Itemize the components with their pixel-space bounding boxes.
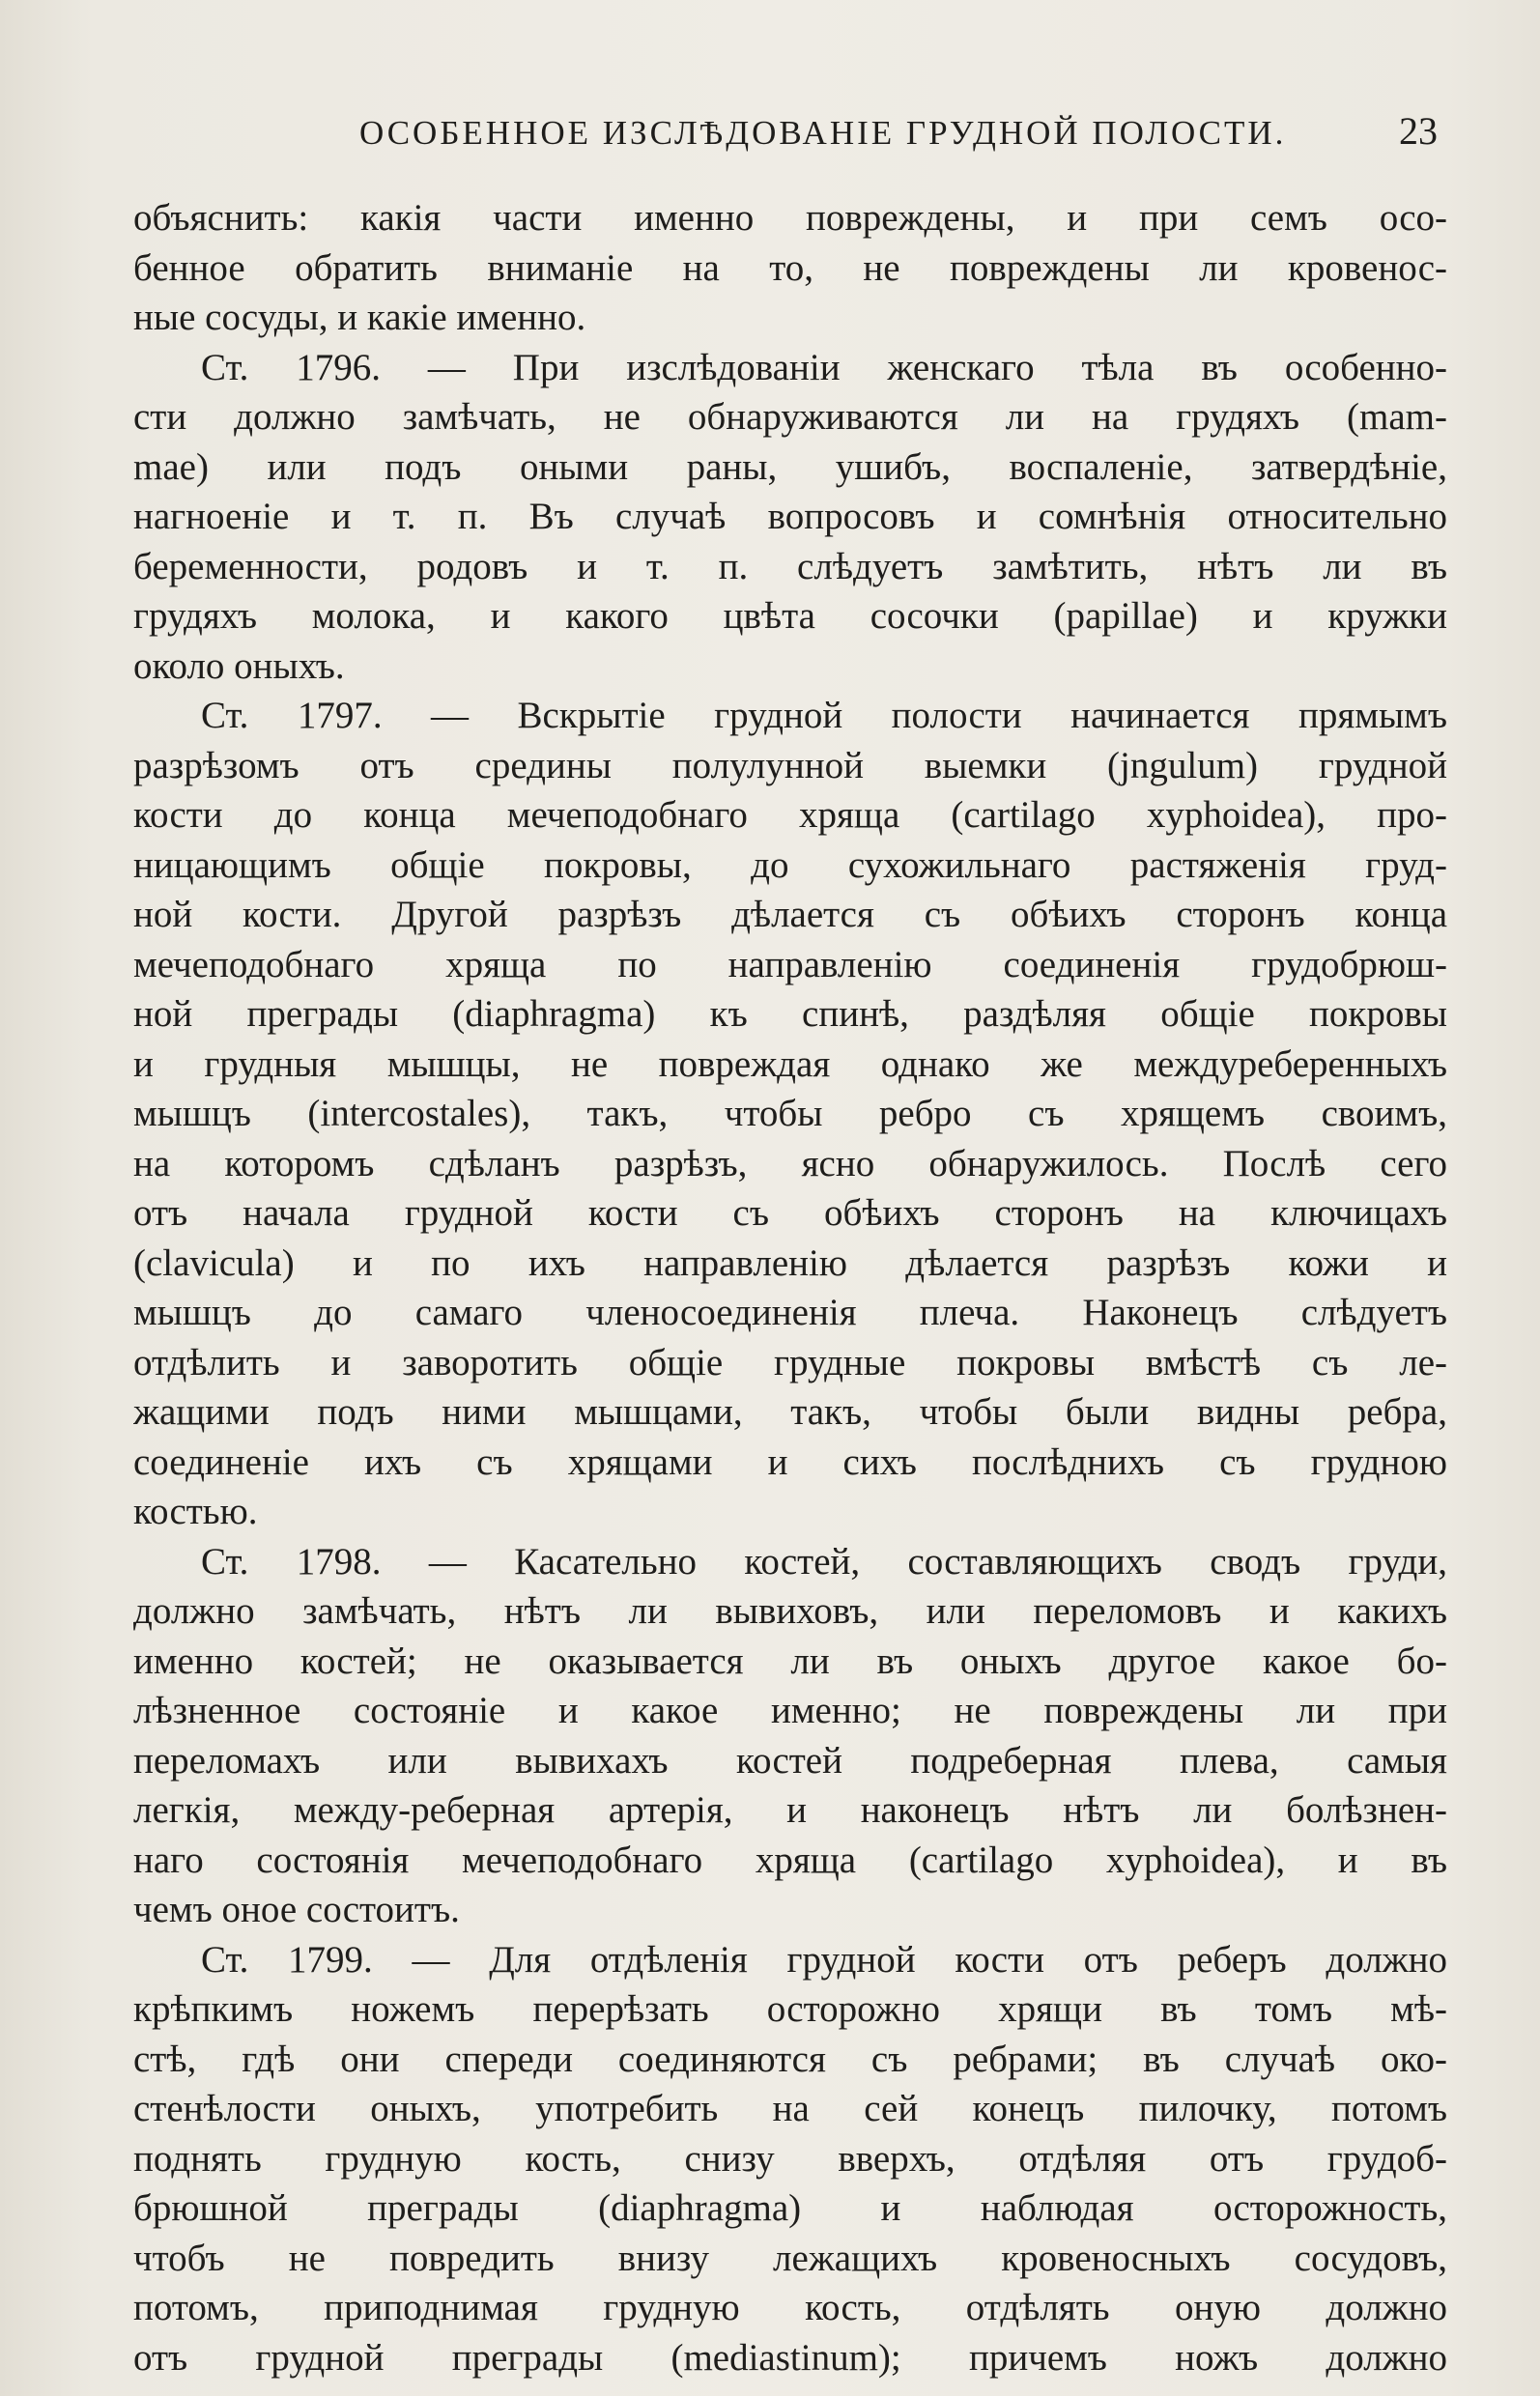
text-line: Ст. 1799. — Для отдѣленія грудной кости отъ реберъ должно [201,1938,1447,1981]
text-line: ной преграды (diaphragma) къ спинѣ, раздѣляя общіе покровы [133,993,1447,1035]
text-line: переломахъ или вывихахъ костей подреберная плева, самыя [133,1739,1447,1782]
body-text [133,193,1447,2382]
text-line: Ст. 1797. — Вскрытіе грудной полости начинается прямымъ [201,695,1447,736]
text-line: поднять грудную кость, снизу вверхъ, отдѣляя отъ грудоб- [133,2137,1447,2180]
text-line: именно костей; не оказывается ли въ оныхъ другое какое бо- [133,1640,1447,1682]
text-line: отъ грудной преграды (mediastinum); причемъ ножъ должно [133,2336,1447,2379]
text-line: стѣ, гдѣ они спереди соединяются съ ребрами; въ случаѣ око- [133,2038,1447,2080]
text-line: брюшной преграды (diaphragma) и наблюдая осторожность, [133,2187,1447,2229]
text-line: отъ начала грудной кости съ обѣихъ сторонъ на ключицахъ [133,1192,1447,1234]
text-line: стенѣлости оныхъ, употребить на сей конецъ пилочку, потомъ [133,2088,1447,2129]
text-line: отдѣлить и заворотить общіе грудные покровы вмѣстѣ съ ле- [133,1341,1447,1383]
text-line: чемъ оное состоитъ. [133,1889,460,1930]
text-line: кости до конца мечеподобнаго хряща (cartilago xyphoidea), про- [133,794,1447,836]
text-line: сти должно замѣчать, не обнаруживаются ли на грудяхъ (mam- [133,396,1447,438]
text-line: потомъ, приподнимая грудную кость, отдѣлять оную должно [133,2287,1447,2328]
text-line: костью. [133,1491,258,1532]
text-line: должно замѣчать, нѣтъ ли вывиховъ, или переломовъ и какихъ [133,1590,1447,1632]
text-line: и грудныя мышцы, не повреждая однако же междуреберенныхъ [133,1042,1447,1085]
text-line: mae) или подъ оными раны, ушибъ, воспаленіе, затвердѣніе, [133,445,1447,488]
text-line: соединеніе ихъ съ хрящами и сихъ послѣднихъ съ грудною [133,1440,1447,1483]
text-line: ной кости. Другой разрѣзъ дѣлается съ обѣихъ сторонъ конца [133,894,1447,935]
text-line: нагноеніе и т. п. Въ случаѣ вопросовъ и сомнѣнія относительно [133,496,1447,537]
text-line: на которомъ сдѣланъ разрѣзъ, ясно обнаружилось. Послѣ сего [133,1142,1447,1184]
text-line: (clavicula) и по ихъ направленію дѣлается разрѣзъ кожи и [133,1241,1447,1284]
text-line: мышцъ (intercostales), такъ, чтобы ребро съ хрящемъ своимъ, [133,1093,1447,1134]
text-line: легкія, между-реберная артерія, и наконецъ нѣтъ ли болѣзнен- [133,1789,1447,1831]
text-line: ные сосуды, и какіе именно. [133,297,586,338]
text-line: крѣпкимъ ножемъ перерѣзать осторожно хрящи въ томъ мѣ- [133,1988,1447,2030]
text-line: бенное обратить вниманіе на то, не повреждены ли кровенос- [133,246,1447,289]
text-line: около оныхъ. [133,644,345,687]
text-line: беременности, родовъ и т. п. слѣдуетъ замѣтить, нѣтъ ли въ [133,545,1447,587]
text-line: жащими подъ ними мышцами, такъ, чтобы были видны ребра, [133,1391,1447,1433]
page-number: 23 [1399,109,1438,153]
text-line: мечеподобнаго хряща по направленію соединенія грудобрюш- [133,943,1447,985]
text-line: лѣзненное состояніе и какое именно; не повреждены ли при [133,1690,1447,1731]
text-line: чтобъ не повредить внизу лежащихъ кровеносныхъ сосудовъ, [133,2237,1447,2279]
text-line: наго состоянія мечеподобнаго хряща (cartilago xyphoidea), и въ [133,1839,1447,1881]
text-line: ницающимъ общіе покровы, до сухожильнаго растяженія груд- [133,843,1447,886]
text-line: грудяхъ молока, и какого цвѣта сосочки (papillae) и кружки [133,595,1447,637]
text-line: мышцъ до самаго членосоединенія плеча. Наконецъ слѣдуетъ [133,1292,1447,1333]
text-line: разрѣзомъ отъ средины полулунной выемки (jngulum) грудной [133,744,1447,786]
running-head: ОСОБЕННОЕ ИЗСЛѢДОВАНІЕ ГРУДНОЙ ПОЛОСТИ. [359,114,1287,152]
text-line: Ст. 1798. — Касательно костей, составляющихъ сводъ груди, [201,1540,1447,1583]
text-line: Ст. 1796. — При изслѣдованіи женскаго тѣла въ особенно- [201,346,1447,388]
text-line: объяснить: какія части именно повреждены, и при семъ осо- [133,197,1447,239]
